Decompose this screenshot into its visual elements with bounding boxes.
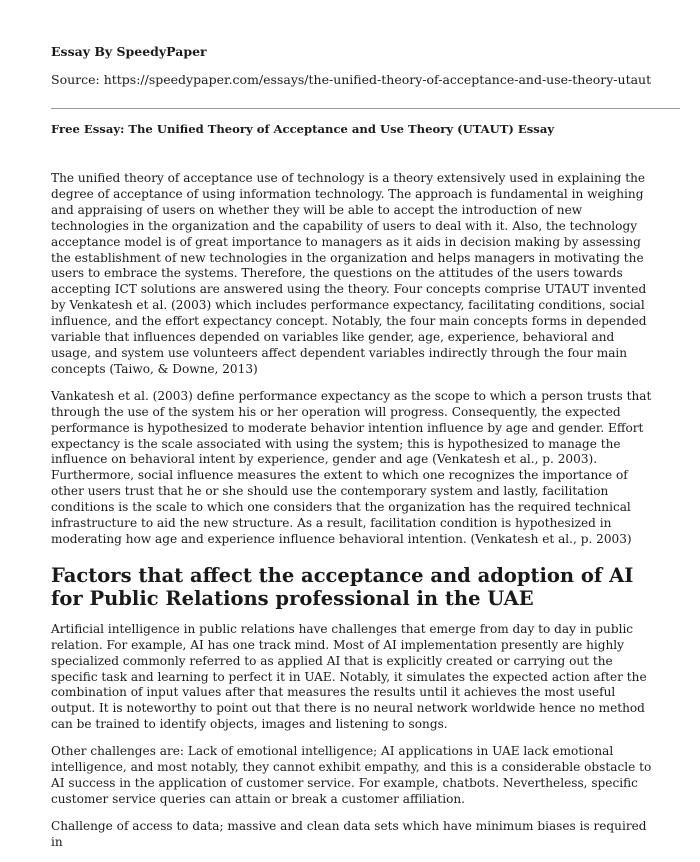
source-link[interactable]: Source: https://speedypaper.com/essays/the-unified-theory-of-acceptance-and-use-theory-utaut <box>51 72 652 87</box>
paragraph: Artificial intelligence in public relations have challenges that emerge from day to day in public relation. For example, AI has one track mind. Most of AI implementation presently are highly specialized commonly referred to as applied AI that is explicitly created or carrying out the specific task and learning to perfect it in UAE. Notably, it simulates the expected action after the combination of input values after that measures the results until it achieves the most useful output. It is noteworthy to point out that there is no neural network worldwide hence no method can be trained to identify objects, images and listening to songs. <box>51 621 647 732</box>
site-title: Essay By SpeedyPaper <box>51 44 207 59</box>
paragraph: The unified theory of acceptance use of technology is a theory extensively used in explaining the degree of acceptance of using information technology. The approach is fundamental in weighing and appraising of users on whether they will be able to accept the introduction of new technologies in the organization and the capability of users to deal with it. Also, the technology acceptance model is of great importance to managers as it aids in decision making by assessing the establishment of new technologies in the organization and helps managers in motivating the users to embrace the systems. Therefore, the questions on the attitudes of the users towards accepting ICT solutions are answered using the theory. Four concepts comprise UTAUT invented by Venkatesh et al. (2003) which includes performance expectancy, facilitating conditions, social influence, and the effort expectancy concept. Notably, the four main concepts forms in depended variable that influences depended on variables like gender, age, experience, behavioral and usage, and system use volunteers affect dependent variables indirectly through the four main concepts (Taiwo, & Downe, 2013) <box>51 171 647 376</box>
paragraph: Other challenges are: Lack of emotional intelligence; AI applications in UAE lack emotional intelligence, and most notably, they cannot exhibit empathy, and this is a considerable obstacle to AI success in the application of customer service. For example, chatbots. Nevertheless, specific customer service queries can attain or break a customer affiliation. <box>51 744 652 806</box>
essay-title: Free Essay: The Unified Theory of Acceptance and Use Theory (UTAUT) Essay <box>51 122 555 136</box>
essay-body <box>51 171 655 862</box>
header-divider <box>51 108 680 109</box>
paragraph: Challenge of access to data; massive and clean data sets which have minimum biases is required in <box>51 818 647 849</box>
paragraph: Vankatesh et al. (2003) define performance expectancy as the scope to which a person trusts that through the use of the system his or her operation will progress. Consequently, the expected performance is hypothesized to moderate behavior intention influence by age and gender. Effort expectancy is the scale associated with using the system; this is hypothesized to manage the influence on behavioral intent by experience, gender and age (Venkatesh et al., p. 2003). Furthermore, social influence measures the extent to which one recognizes the importance of other users trust that he or she should use the contemporary system and lastly, facilitation conditions is the scale to which one considers that the organization has the required technical infrastructure to aid the new structure. As a result, facilitation condition is hypothesized in moderating how age and experience influence behavioral intention. (Venkatesh et al., p. 2003) <box>51 388 652 546</box>
section-heading: Factors that affect the acceptance and adoption of AI for Public Relations professional in the UAE <box>51 563 634 611</box>
